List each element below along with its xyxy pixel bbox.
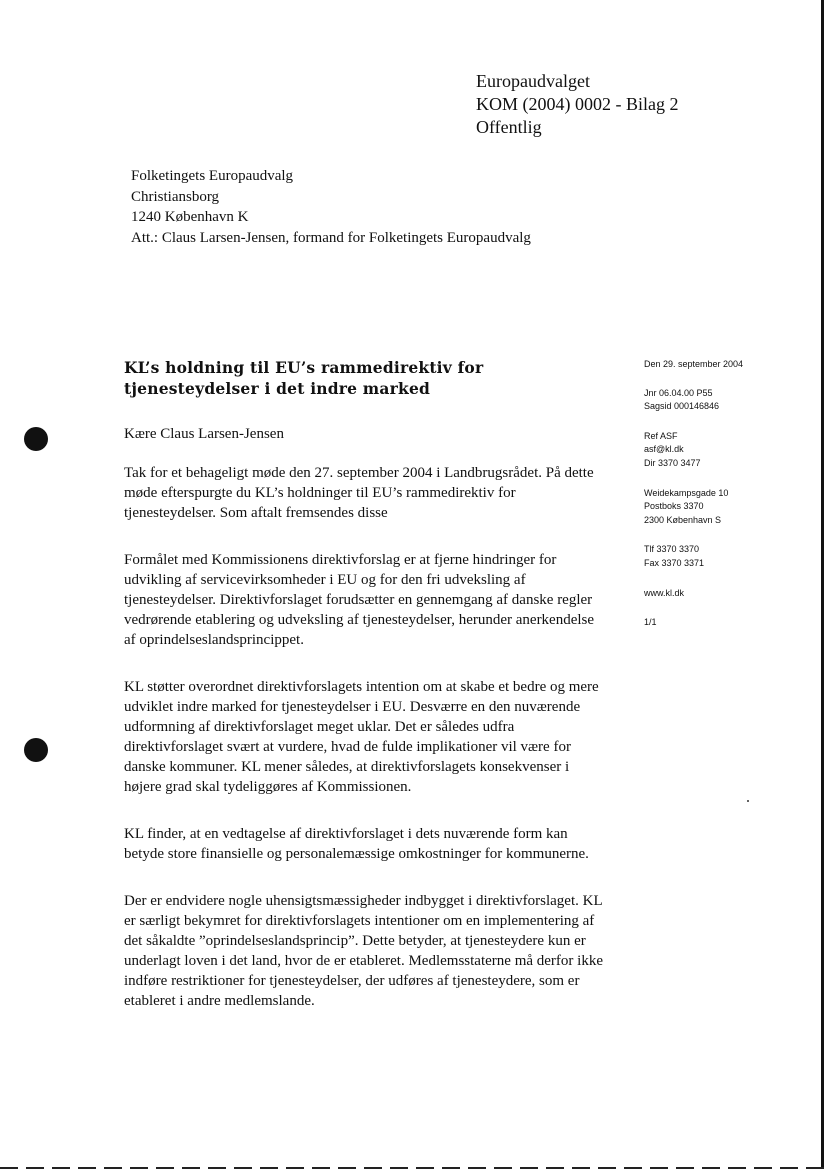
reference-initials: Ref ASF (644, 430, 678, 441)
address-line-1: Folketingets Europaudvalg (131, 168, 294, 184)
postal-address (644, 487, 743, 528)
stamp-committee: Europaudvalget (476, 71, 590, 91)
punch-hole-upper (24, 427, 48, 451)
sender-sidebar (644, 358, 743, 640)
stamp-reference: KOM (2004) 0002 - Bilag 2 (476, 94, 679, 114)
direct-phone: Dir 3370 3477 (644, 457, 701, 468)
contact-person (644, 430, 743, 471)
stamp-status: Offentlig (476, 117, 542, 137)
street-address: Weidekampsgade 10 (644, 487, 729, 498)
paragraph-2: Formålet med Kommissionens direktivforslag er at fjerne hindringer for udvikling af servicevirksomheder i EU og for den fri udveksling af tjenesteydelser. Direktivforslaget forudsætter en gennemgang af danske regler vedrørende etablering og udveksling af tjenesteydelser, herunder anerkendelse af oprindelseslandsprincippet. (124, 552, 595, 648)
phone-fax (644, 543, 743, 570)
recipient-address (131, 166, 531, 248)
filing-stamp (476, 70, 678, 139)
fax-number: Fax 3370 3371 (644, 557, 705, 568)
paragraph-4: KL finder, at en vedtagelse af direktivforslaget i dets nuværende form kan betyde store finansielle og personalemæssige omkostninger for kommunerne. (124, 826, 589, 862)
page-number: 1/1 (644, 617, 657, 628)
postal-city: 2300 København S (644, 514, 722, 525)
address-line-3: 1240 København K (131, 209, 249, 225)
address-line-2: Christiansborg (131, 188, 220, 205)
main-phone: Tlf 3370 3370 (644, 544, 700, 555)
address-attention: Att.: Claus Larsen-Jensen, formand for Folketingets Europaudvalg (131, 229, 531, 246)
case-refs (644, 387, 743, 414)
letter-body (124, 424, 609, 1038)
paragraph-3: KL støtter overordnet direktivforslagets intention om at skabe et bedre og mere udviklet indre marked for tjenesteydelser i EU. Desværre en den nuværende udformning af direktivforslaget meget uklar. Det er således udfra direktivforslaget svært at vurdere, hvad de fulde implikationer vil være for danske kommuner. KL mener således, at direktivforslagets konsekvenser i højere grad skal tydeliggøres af Kommissionen. (124, 679, 599, 795)
website: www.kl.dk (644, 587, 685, 598)
case-id: Sagsid 000146846 (644, 401, 720, 412)
po-box: Postboks 3370 (644, 501, 704, 512)
journal-number: Jnr 06.04.00 P55 (644, 387, 713, 398)
greeting: Kære Claus Larsen-Jensen (124, 426, 284, 442)
contact-email: asf@kl.dk (644, 444, 684, 455)
paragraph-5: Der er endvidere nogle uhensigtsmæssigheder indbygget i direktivforslaget. KL er særligt bekymret for direktivforslagets intentioner om en implementering af det såkaldte ”oprindelseslandsprincip”. Dette betyder, at tjenesteydere kun er underlagt loven i det land, hvor de er etableret. Medlemsstaterne må derfor ikke indføre restriktioner for tjenesteydelser, der udføres af tjenesteydere, som er etableret i andre medlemslande. (124, 893, 603, 1009)
scan-speck (747, 800, 749, 802)
letter-subject: KL’s holdning til EU’s rammedirektiv for tjenesteydelser i det indre marked (124, 358, 484, 398)
punch-hole-lower (24, 738, 48, 762)
letter-date: Den 29. september 2004 (644, 359, 744, 369)
paragraph-1: Tak for et behageligt møde den 27. september 2004 i Landbrugsrådet. På dette møde efterspurgte du KL’s holdninger til EU’s rammedirektiv for tjenesteydelser. Som aftalt fremsendes disse (124, 465, 594, 521)
